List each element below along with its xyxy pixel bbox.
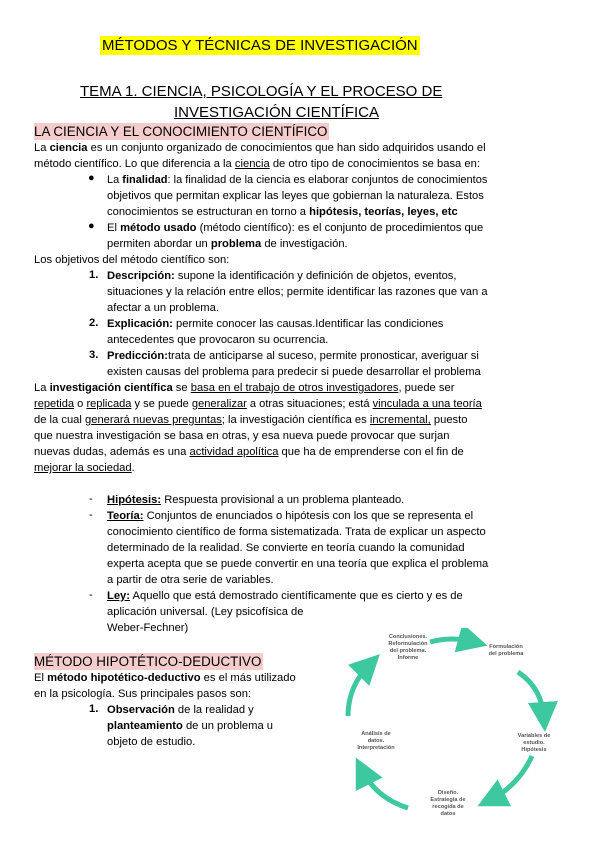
research-line-5: nuevas dudas, además es una actividad apolítica que ha de emprenderse con el fin de — [34, 446, 464, 458]
objective-descripcion-line-1: Descripción: supone la identificación y definición de objetos, eventos, — [107, 270, 457, 282]
research-line-3: de la cual generará nuevas preguntas; la investigación científica es incremental, puesto — [34, 414, 468, 426]
def-teoria-line-4: experta acepta que se puede convertir en una teoría que explica el problema — [107, 558, 489, 570]
dash-marker: - — [89, 589, 93, 601]
def-ley-line-1: Ley: Aquello que está demostrado científicamente que es cierto y es de — [107, 590, 463, 602]
hd-intro-line-1: El método hipotético-deductivo es el más utilizado — [34, 672, 296, 684]
svg-text:Variables de: Variables de — [517, 733, 551, 739]
objective-descripcion-line-2: situaciones y la relación entre ellos; permite identificar las razones que van a — [107, 286, 488, 298]
svg-text:datos: datos — [440, 811, 456, 817]
cycle-node-variables — [518, 733, 551, 753]
bullet-dot: ● — [88, 172, 95, 184]
objective-prediccion-line-2: existen causas del problema para predecir si puede desarrollar el problema — [107, 366, 481, 378]
bullet-finalidad-line-2: objetivos que permitan explicar las leyes que gobiernan la naturaleza. Estos — [107, 190, 484, 202]
bullet-finalidad-line-3: conocimientos se estructuran en torno a hipótesis, teorías, leyes, etc — [107, 206, 458, 218]
hd-intro-line-2: en la psicología. Sus principales pasos son: — [34, 688, 252, 700]
svg-text:Diseño.: Diseño. — [437, 790, 459, 796]
def-ley-line-2: aplicación universal. (Ley psicofísica de — [107, 606, 304, 618]
svg-text:Análisis de: Análisis de — [361, 731, 391, 737]
svg-text:Estrategia de: Estrategia de — [430, 797, 466, 803]
research-line-2: repetida o replicada y se puede generalizar a otras situaciones; está vinculada a una teoría — [34, 398, 482, 410]
research-line-4: que nuestra investigación se basa en otras, y esa nueva puede provocar que surjan — [34, 430, 450, 442]
intro-line-2: método científico. Lo que diferencia a la ciencia de otro tipo de conocimientos se basa en: — [34, 158, 480, 170]
objective-explicacion-line-2: antecedentes que provocaron su ocurrencia. — [107, 334, 329, 346]
section-heading-ciencia: LA CIENCIA Y EL CONOCIMIENTO CIENTÍFICO — [34, 124, 328, 139]
svg-text:Conclusiones.: Conclusiones. — [388, 634, 428, 640]
topic-title-line1: TEMA 1. CIENCIA, PSICOLOGÍA Y EL PROCESO DE — [80, 83, 443, 100]
svg-text:estudio.: estudio. — [523, 740, 545, 746]
step-observacion-line-3: objeto de estudio. — [107, 736, 196, 748]
dash-marker: - — [89, 509, 93, 521]
objective-number: 3. — [89, 349, 99, 361]
svg-text:del problema.: del problema. — [389, 648, 427, 654]
cycle-arrow — [518, 672, 544, 718]
topic-title-line2: INVESTIGACIÓN CIENTÍFICA — [174, 104, 380, 121]
cycle-node-diseno — [430, 790, 465, 817]
svg-text:Formulación: Formulación — [489, 644, 523, 650]
objectives-intro: Los objetivos del método científico son: — [34, 254, 230, 266]
objective-prediccion-line-1: Predicción:trata de anticiparse al suceso, permite pronosticar, averiguar si — [107, 350, 479, 362]
cycle-node-analisis — [357, 731, 395, 751]
objective-number: 1. — [89, 269, 99, 281]
step-observacion-line-1: Observación de la realidad y — [107, 704, 254, 716]
def-ley-line-3: Weber-Fechner) — [107, 622, 189, 634]
cycle-node-conclusiones — [388, 634, 428, 661]
document-title: MÉTODOS Y TÉCNICAS DE INVESTIGACIÓN — [102, 37, 418, 54]
cycle-node-formulacion — [489, 644, 525, 657]
section-heading-metodo: MÉTODO HIPOTÉTICO-DEDUCTIVO — [34, 654, 262, 669]
def-teoria-line-3: determinado de la realidad. Se convierte en teoría cuando la comunidad — [107, 542, 465, 554]
hypothetico-deductive-cycle-diagram — [322, 628, 562, 828]
def-teoria-line-2: conocimiento científico de forma sistematizada. Trata de explicar un aspecto — [107, 526, 486, 538]
svg-text:Informe: Informe — [397, 655, 419, 661]
cycle-arrow — [430, 639, 474, 642]
cycle-arrow — [490, 756, 532, 800]
research-line-1: La investigación científica se basa en el trabajo de otros investigadores, puede ser — [34, 382, 455, 394]
research-line-6: mejorar la sociedad. — [34, 462, 135, 474]
bullet-metodo-line-1: El método usado (método científico): es el conjunto de procedimientos que — [107, 222, 484, 234]
step-number: 1. — [89, 703, 99, 715]
intro-line-1: La ciencia es un conjunto organizado de conocimientos que han sido adquiridos usando el — [34, 142, 486, 154]
step-observacion-line-2: planteamiento de un problema u — [107, 720, 274, 732]
svg-text:del problema: del problema — [488, 651, 524, 657]
objective-descripcion-line-3: afectar a un problema. — [107, 302, 219, 314]
def-teoria-line-1: Teoría: Conjuntos de enunciados o hipótesis con los que se representa el — [107, 510, 474, 522]
dash-marker: - — [89, 493, 93, 505]
objective-number: 2. — [89, 317, 99, 329]
def-teoria-line-5: a partir de otra serie de variables. — [107, 574, 274, 586]
cycle-arrow — [348, 664, 370, 716]
bullet-metodo-line-2: permiten abordar un problema de investigación. — [107, 238, 348, 250]
svg-text:recogida de: recogida de — [432, 804, 464, 810]
cycle-arrow — [362, 770, 408, 808]
svg-text:Reformulación: Reformulación — [388, 641, 428, 647]
objective-explicacion-line-1: Explicación: permite conocer las causas.Identificar las condiciones — [107, 318, 444, 330]
svg-text:Interpretación: Interpretación — [357, 745, 395, 751]
svg-text:Hipótesis: Hipótesis — [521, 747, 547, 753]
def-hipotesis: Hipótesis: Respuesta provisional a un problema planteado. — [107, 494, 405, 506]
bullet-dot: ● — [88, 220, 95, 232]
svg-text:datos.: datos. — [367, 738, 385, 744]
bullet-finalidad-line-1: La finalidad: la finalidad de la ciencia es elaborar conjuntos de conocimientos — [107, 174, 488, 186]
